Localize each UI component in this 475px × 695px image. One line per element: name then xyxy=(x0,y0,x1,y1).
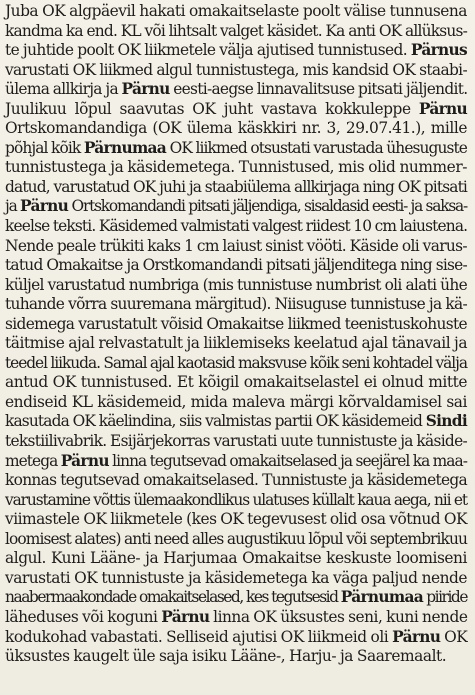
text-line xyxy=(5,412,467,432)
bold-place-name: Pärnu xyxy=(121,80,170,99)
text-line xyxy=(5,295,467,315)
text-segment: naabermaakondade omakaitselased, kes tegutsesid xyxy=(5,588,341,607)
text-segment: täitmise ajal relvastatult ja liiklemiseks keelatud ajal tänavail ja xyxy=(5,334,468,353)
text-segment: tunnistustega ja käsidemetega. Tunnistused, mis olid nummer- xyxy=(5,158,467,177)
text-segment: tatud Omakaitse ja Orstkomandandi pitsati jäljenditega ning sise- xyxy=(5,256,467,275)
text-segment: metega xyxy=(5,451,61,470)
text-line xyxy=(5,256,467,276)
text-segment: datud, varustatud OK juhi ja staabiülema allkirjaga ning OK pitsati xyxy=(5,177,467,196)
text-line xyxy=(5,41,467,61)
text-segment: varustati OK tunnistuste ja käsidemetega ka väga paljud nende xyxy=(5,568,467,587)
text-line xyxy=(5,100,467,120)
text-line xyxy=(5,628,467,648)
bold-place-name: Pärnu xyxy=(19,197,69,216)
text-segment: ülema allkirja ja xyxy=(5,80,122,99)
bold-place-name: Pärnu xyxy=(418,99,467,118)
text-segment: teedel liikuda. Samal ajal kaotasid maksvuse kõik seni kohtadel välja xyxy=(5,353,467,372)
text-segment: viimastele OK liikmetele (kes OK tegevusest olid osa võtnud OK xyxy=(5,510,468,529)
text-segment: Nende peale trükiti kaks 1 cm laiust sinist vööti. Käside oli varus- xyxy=(5,236,467,255)
text-segment: konnas tegutsevad omakaitselased. Tunnistuste ja käsidemetega xyxy=(5,471,467,490)
bold-place-name: Sindi xyxy=(425,412,467,431)
text-line xyxy=(5,491,467,511)
bold-place-name: Pärnus xyxy=(410,41,467,60)
text-line xyxy=(5,373,467,393)
text-segment: Ortskomandandiga (OK ülema käskkiri nr. 3, 29.07.41.), mille xyxy=(5,119,467,138)
bold-place-name: Pärnu xyxy=(392,627,441,646)
text-line xyxy=(5,2,467,22)
text-line xyxy=(5,452,467,472)
text-segment: linna OK üksustes seni, kuni nende xyxy=(209,607,468,626)
text-segment: tuhande võrra suuremana märgitud). Niisuguse tunnistuse ja kä- xyxy=(5,295,467,314)
text-line xyxy=(5,608,467,628)
text-segment: algul. Kuni Lääne- ja Harjumaa Omakaitse keskuste loomiseni xyxy=(5,549,467,568)
text-segment: Juba OK algpäevil hakati omakaitselaste poolt välise tunnusena xyxy=(5,2,467,20)
text-segment: läheduses või koguni xyxy=(5,607,162,626)
text-line xyxy=(5,158,467,178)
text-segment: eesti-aegse linnavalitsuse pitsati jäljendit. xyxy=(169,80,468,99)
text-line xyxy=(5,393,467,413)
text-line xyxy=(5,237,467,257)
text-line xyxy=(5,471,467,491)
text-line xyxy=(5,315,467,335)
text-segment: kodukohad vabastati. Selliseid ajutisi OK liikmeid oli xyxy=(5,627,393,646)
bold-place-name: Pärnumaa xyxy=(340,588,424,607)
text-segment: keelse teksti. Käsidemed valmistati valgest riidest 10 cm laiustena. xyxy=(5,217,468,236)
text-segment: Ortskomandandi pitsati jäljendiga, sisaldasid eesti- ja saksa- xyxy=(68,197,467,216)
text-line xyxy=(5,178,467,198)
bold-place-name: Pärnumaa xyxy=(83,138,167,157)
text-line xyxy=(5,530,467,550)
text-segment: OK xyxy=(440,627,468,646)
text-line xyxy=(5,354,467,374)
body-text xyxy=(5,2,467,667)
text-line xyxy=(5,432,467,452)
text-segment: kasutada OK käelindina, siis valmistas partii OK käsidemeid xyxy=(5,412,426,431)
text-line xyxy=(5,276,467,296)
text-segment: Juulikuu lõpul saavutas OK juht vastava kokkuleppe xyxy=(5,99,419,118)
text-segment: põhjal kõik xyxy=(5,138,84,157)
text-segment: varustati OK liikmed algul tunnistustega, mis kandsid OK staabi- xyxy=(5,60,467,79)
bold-place-name: Pärnu xyxy=(60,451,109,470)
text-segment: loomisest alates) anti need alles augustikuu lõpul või septembrikuu xyxy=(5,529,467,548)
text-line xyxy=(5,510,467,530)
text-segment: kandma ka end. KL või lihtsalt valget käsidet. Ka anti OK allüksus- xyxy=(5,21,467,40)
text-line xyxy=(5,119,467,139)
text-segment: varustamine võttis ülemaakondlikus ulatuses küllalt kaua aega, nii et xyxy=(5,490,467,509)
bold-place-name: Pärnu xyxy=(161,607,210,626)
text-segment: antud OK tunnistused. Et kõigil omakaitselastel ei olnud mitte xyxy=(5,373,467,392)
text-segment: tekstiilivabrik. Esijärjekorras varustati uute tunnistuste ja käside- xyxy=(5,432,467,451)
text-line xyxy=(5,61,467,81)
text-line xyxy=(5,334,467,354)
text-segment: üksustes kaugelt üle saja isiku Lääne-, Harju- ja Saaremaalt. xyxy=(5,647,447,666)
text-line xyxy=(5,197,467,217)
text-segment: piiride xyxy=(423,588,467,607)
text-segment: ja xyxy=(5,197,20,216)
text-segment: küljel varustatud numbriga (mis tunnistuse numbrist oli alati ühe xyxy=(5,275,467,294)
text-segment: OK liikmed otsustati varustada ühesuguste xyxy=(166,138,467,157)
text-line xyxy=(5,22,467,42)
text-line xyxy=(5,588,467,608)
text-segment: linna tegutsevad omakaitselased ja seejärel ka maa- xyxy=(108,451,467,470)
text-line xyxy=(5,80,467,100)
text-line xyxy=(5,217,467,237)
text-segment: endiseid KL käsidemeid, mida maleva märgi kõrvaldamisel sai xyxy=(5,392,467,411)
text-line xyxy=(5,647,467,667)
text-line xyxy=(5,569,467,589)
text-line xyxy=(5,549,467,569)
text-segment: te juhtide poolt OK liikmetele välja ajutised tunnistused. xyxy=(5,41,411,60)
text-segment: sidemega varustatult võisid Omakaitse liikmed teenistuskohuste xyxy=(5,314,467,333)
text-line xyxy=(5,139,467,159)
